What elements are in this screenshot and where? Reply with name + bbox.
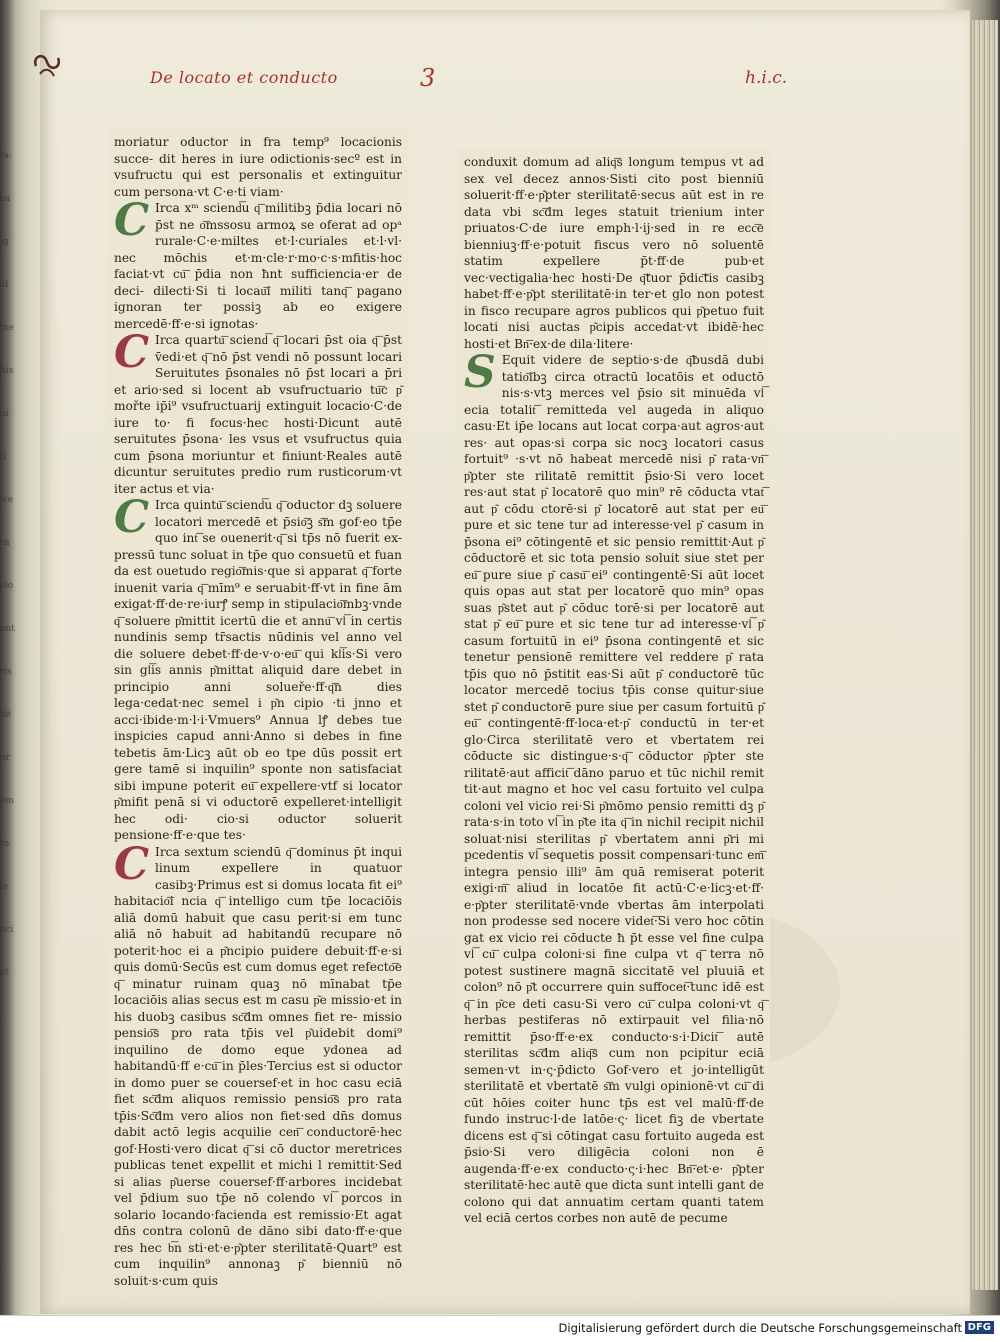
decorated-initial: S: [464, 347, 496, 398]
left-page-fragment: ui: [0, 409, 9, 419]
page-block-edge: [972, 20, 998, 1290]
text-column-right: [458, 148, 770, 1225]
folio-mark: 3: [420, 64, 436, 92]
paragraph-text: Irca xᵐ sciend͞u q͞ militibꝫ p̄dia locari nō p̄st ne o͞mssosu armoꝝ se oferat ad opᵃ rurale·C·e·miltes et·l·curiales et·l·vl· nec mōchis et·m·cle·r·mo·c·s·mfitis·hoc faciat·vt cu͞ p̄dia non ħnt sufficiencia·er de deci- dilecti·Si ti locau͞i militi tanq͞ pagano ignoran ter possiꝫ ab eo exigere mercedē·ff·e·si ignotas·: [114, 201, 402, 331]
left-page-fragment: ur: [0, 753, 11, 763]
text-paragraph: [114, 134, 402, 200]
paragraph-text: Irca sextum sciendū q͞ dominus p̄t inqui linum expellere in quatuor casibꝫ·Primus est si domus locata fit ei⁹ habitacio͞i ncia q͞ intelligo cum tp̄e locaciōis aliā domū habuit que casu perit·si em tunc aliā nō habuit ad habitandū recupare nō poterit·hoc ei a p͂ncipio puidere debuit·ff·e·si quis domū·Secūs est cum domus eget refecto͞e q͞ minatur ruinam quaꝫ nō mīnabat tp̄e locaciōis alias secus est m casu p͂e missio·et in his duobꝫ casibus sc͞dm omnes fiet re- missio pensio͞s pro rata tp̄is vel p͂uidebit domi⁹ inquilino de domo eque ydonea ad habitandū·ff e·cu͞ in p̄les·Tercius est si oductor in domo puer se couersef·et in hoc casu eciā fiet sc͞dm aliquos remissio pensio͞s pro rata tp̄is·Sc͞dm vero alios non fiet·sed dn̄s domus dabit actō legis acquilie cen͞ conductorē·hec gof·Hosti·vero dicat q͞ si cō ductor meretrices publicas tenet expellit et michi l remittit·Sed si alias p͂uerse couersef·ff·arbores incidebat vel p̄dium suo tp̄e nō colendo vl͞ porcos in solario locando·facienda est remissio·Et agat dn̄s contra colonū de dāno sibi dato·ff·e·que res hec b͞n sti·et·e·p͂pter sterilitatē·Quart⁹ est cum inquilin⁹ annonaꝫ p͂ bienniū nō soluit·s·cum quis: [114, 844, 402, 1288]
left-page-fragment: eci: [0, 925, 14, 935]
text-paragraph: [114, 492, 402, 844]
left-page-fragment: we: [0, 495, 14, 505]
decorated-initial: C: [114, 838, 150, 890]
left-page-fragment: em: [0, 796, 14, 806]
text-column-left: [108, 128, 408, 1288]
footer-bar: [0, 1315, 1000, 1342]
funding-credit: Digitalisierung gefördert durch die Deutsche Forschungsgemeinschaft: [558, 1321, 962, 1335]
running-title: De locato et conducto: [150, 68, 338, 87]
left-page-fragment: ta·: [0, 151, 12, 161]
left-page-edge-text: [0, 150, 30, 1050]
left-page-fragment: to: [0, 839, 10, 849]
left-page-fragment: ent: [0, 624, 15, 634]
decorated-initial: C: [114, 195, 150, 246]
left-page-fragment: et: [0, 968, 9, 978]
left-page-fragment: ti: [0, 452, 7, 462]
left-page-fragment: ca: [0, 194, 11, 204]
decorated-initial: C: [114, 327, 150, 378]
paragraph-text: conduxit domum ad aliq͞s longum tempus vt ad sex vel decez annos·Sisti cito post bienniū soluerit·ff·e·p͂pter sterilitatē·secus aūt est in re data vbi sc͞dm leges statuit trienium inter priuatos·C·de iure emph·l·ij·sed in re ecc͞e bienniuꝫ·ff·e·potuit fiscus vero nō soluentē statim expellere p̄t·ff·de pub·et vec·vectigalia·hec hosti·De q͞tuor p̄dic͞tis casibꝫ habet·ff·e·p͂pt sterilitatē·in ter·et glo non potest in fisco recupare agros publicos qui p͂petuo fuit locati nisi auctas p͂cipis accedat·vt ibidē·hec hosti·et Bn͞·ex·de dila·litere·: [464, 155, 764, 351]
left-page-fragment: dē: [0, 710, 12, 720]
left-page-fragment: al: [0, 280, 9, 290]
decorated-initial: C: [114, 492, 150, 543]
left-page-fragment: ine: [0, 323, 15, 333]
left-page-fragment: cio: [0, 581, 14, 591]
left-page-fragment: ris: [0, 667, 12, 677]
text-paragraph: [114, 195, 402, 332]
folio-number: h.i.c.: [745, 68, 788, 88]
left-page-fragment: ie: [0, 882, 9, 892]
left-page-fragment: ra: [0, 538, 10, 548]
text-paragraph: [114, 838, 402, 1290]
text-paragraph: [464, 154, 764, 352]
text-paragraph: [464, 347, 764, 1227]
dfg-logo: DFG: [965, 1321, 994, 1334]
corner-ink-mark-icon: [30, 46, 64, 87]
paragraph-text: Irca quintu͞ sciend͞u q͞ oductor dꝫ soluere locatori mercedē et p̄sio͞ꝫ s͞m gof·eo tp̄e quo int͞ se ouenerit·q͞ si tp̄s nō fuerit ex- pressū tunc soluat in tp̄e quo consuetū et fuan da est ouetudo regio͞mis·que si apparat q͞ forte inuenit varia q͞ mīm⁹ e seruabit·ff·vt in fine ām exigat·ff·de·re·iurꝭ semp in stipulacio͞mbꝫ·vnde q͞ soluere p͂mittit icertū die et annu͞ vl͞ in certis nundinis semp tr̄sactis nūdinis vel anno vel die soluere debet·ff·de·v·o·eu͞ qui kl͞is·Si vero sin gl͞is annis p͂mittat aliquid dare debet in principio anni solueře·ff·q͞n dies lega·cedat·nec semel i p͂n cipio ·ti jnno et acci·ibide·m·l·i·Vmuers⁹ Annua lꝭ debes tue inspicies capud anni·Anno si debes in fine tebetis ām·Licꝫ aūt ob eo tpe dūs possit ert gere tamē si inquilin⁹ sponte non satisfaciat sibi impune poterit eu͞ expellere·vtf si locator p͂mifit penā si vi oductorē expelleret·intelligit hec odi· cio·si oductor soluerit pensione·ff·e·que tes·: [114, 498, 402, 842]
left-page-fragment: ig: [0, 237, 9, 247]
paragraph-text: Equit videre de septio·s·de q͞busdā dubi tatio͞ibꝫ circa otractū locatōis et oductō nis·s·vtꝫ merces vel p̄sio sit minuēda vl͞ ecia totalit͞ remitteda vel augeda in aliquo casu·Et ip̄e locans aut locat corpa·aut agros·aut res· aut opas·si corpa sic nocꝫ locatori casus fortuit⁹ ·s·vt nō habeat mercedē nisi p͂ rata·vn͞ p͂pter ste rilitatē remittit p̄sio·Si vero locet res·aut stat p͂ locatorē quo min⁹ rē cōducta vtat͞ aut p͂ cōdu ctorē·si p͂ locatorē aut stat per eu͞ pure et sic tene tur ad interesse·vel p͂ casum in p̄sona ei⁹ cōtingentē et sic pensio remittit·Aut p͂ cōductorē et sic tota pensio soluit siue stet per eu͞ pure siue p͂ casu͞ ei⁹ contingentē·Si aūt locet quis opas aut stat per locatorē quo min⁹ opas suas p͂stet aut p͂ cōduc torē·si per locatorē aut stat p͂ eu͞ pure et sic tene tur ad interesse·vl͞ p͂ casum fortuitū in ei⁹ p̄sona contingentē et sic tenetur pensionē remittere vel reddere p͂ rata tp̄is quo nō p̄stitit eas·Si aūt p͂ conductorē tūc locator mercedē tocius tp̄is conse quitur·siue stet p͂ conductorē pure siue per casum fortuitū p͂ eu͞ contingentē·ff·loca·et·p͂ conductū in ter·et glo·Circa sterilitatē vero et vbertatem rei cōducte sic distingue·s·q͞ cōductor p͂pter ste rilitatē·aut afficit͞ dāno paruo et tūc nichil remit tit·aut magno et hoc vel casu fortuito vel culpa coloni vel vicio rei·Si p͂mōmo pensio remitti dꝫ p͂ rata·s·in toto vl͞ in p͂te ita q͞ in nichil recipit nichil soluat·nisi sterilitas p͂ vbertatem anni p͂ri mi pcedentis vl͞ sequetis possit compensari·tunc em͞ integra pensio illi⁹ ām quā remiserat poterit exigi·m͞ aliud in locatōe fit actū·C·e·licꝫ·et·ff· e·p͂pter sterilitatē·vnde vbertas ām interpolati non prodesse sed nocere videt͞·Si vero hoc cōtin gat ex vicio rei cōducte ħ p̄t esse vel fine culpa vl͞ cu͞ culpa coloni·si fine culpa vt q͞ terra nō potest sustinere magnā siccitatē vel pluuiā et colon⁹ nō p͂t occurrere quin suffocet͞·tunc idē est q͞ in p͂ce deti casu·Si vero cu͞ culpa coloni·vt q͞ herbas pestiferas nō extirpauit vel filia·nō remittit p̄so·ff·e·ex conducto·s·i·Dicit͞ autē sterilitas sc͞dm aliq͞s cum non pcipitur eciā semen·vt in·ς·p̄dicto Gof·vero et jo·intelligūt sterilitatē et vbertatē s͞m vulgi opinionē·vt cu͞ di cūt hōies coiter hunc tp̄s est vel malū·ff·de fundo instruc·l·de latōe·ς· licet fiꝫ de vbertate dicens est q͞ si cōtingat casu fortuito augeda est p̄sio·Si vero diligēcia coloni non ē augenda·ff·e·ex conducto·ς·i·hec Bn͞·et·e· p͂pter sterilitatē·hec autē que dicta sunt intelli gant de colono qui dat annuatim certam quanti tatem vel eciā certos corbes non autē de pecume: [464, 353, 764, 1225]
text-paragraph: [114, 327, 402, 497]
paragraph-text: Irca quartu͞ sciend͞ q͞ locari p̄st oia q͞ p̄st v̄edi·et q͞ nō p̄st vendi nō possunt locari Seruitutes p̄sonales nō p̄st locari a p̄ri et ario·sed si locent ab vsufructuario tu͞c p͂ mořte ip̄i⁹ vsufructuarij extinguit locacio·C·de iure to· fi focus·hec hosti·Dicunt autē seruitutes p̄sona· les vsus et vsufructus quia cum p̄sona moriuntur et finiunt·Reales autē dicuntur seruitutes predio rum rusticorum·vt iter actus et via·: [114, 333, 402, 496]
paragraph-text: moriatur oductor in fra temp⁹ locacionis succe- dit heres in iure odictionis·secº est in vsufructu qui est personalis et extinguitur cum persona·vt C·e·ti viam·: [114, 135, 402, 199]
left-page-fragment: his: [0, 366, 14, 376]
